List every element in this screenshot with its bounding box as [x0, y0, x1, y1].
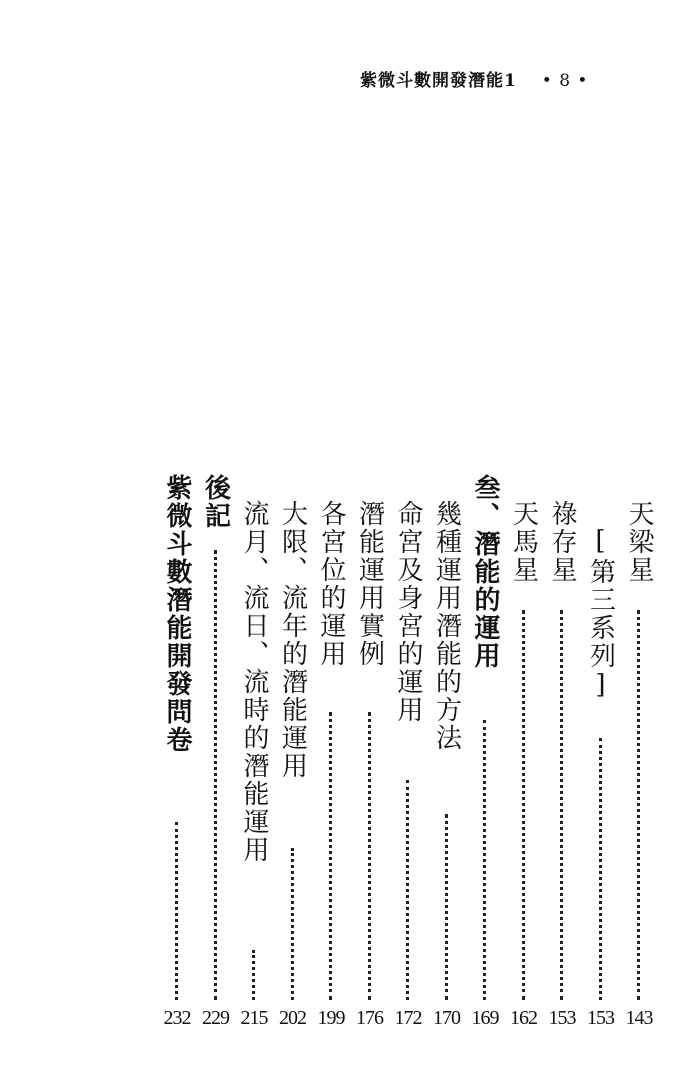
- leader-dots: [329, 712, 336, 1000]
- toc-entry-page: 176: [356, 1007, 383, 1029]
- toc-entry-page: 170: [433, 1007, 460, 1029]
- toc-entry-title: 天梁星: [624, 500, 654, 584]
- toc-entry-page: 232: [163, 1007, 191, 1029]
- toc-entry[interactable]: [314, 470, 348, 1030]
- toc-entry-title: 祿存星: [547, 500, 577, 584]
- leader-dots: [291, 848, 298, 1000]
- toc-entry[interactable]: [622, 470, 656, 1030]
- toc-entry-page: 169: [471, 1007, 499, 1029]
- leader-dots: [252, 950, 259, 1000]
- toc-entry-title: 潛能運用實例: [354, 500, 385, 668]
- toc-entry-title: 天馬星: [508, 500, 539, 584]
- toc-entry-title: 幾種運用潛能的方法: [431, 500, 462, 752]
- toc-entry-page: 143: [625, 1007, 653, 1029]
- leader-dots: [599, 738, 606, 1000]
- leader-dots: [368, 712, 375, 1000]
- running-header: [360, 66, 588, 91]
- toc-entry-title: 後記: [200, 474, 231, 530]
- leader-dots: [560, 610, 567, 1000]
- toc-entry[interactable]: [545, 470, 579, 1030]
- toc-entry[interactable]: [353, 470, 387, 1030]
- toc-entry-page: 215: [240, 1007, 268, 1029]
- leader-dots: [445, 814, 452, 1000]
- table-of-contents: [100, 470, 654, 1030]
- toc-entry-page: 153: [587, 1007, 614, 1029]
- leader-dots: [522, 610, 529, 1000]
- toc-entry-page: 162: [510, 1007, 537, 1029]
- toc-entry[interactable]: [237, 470, 271, 1030]
- toc-entry[interactable]: [199, 470, 233, 1030]
- toc-entry[interactable]: [160, 470, 194, 1030]
- leader-dots: [406, 780, 413, 1000]
- toc-entry-title: 紫微斗數潛能開發問卷: [162, 474, 192, 754]
- toc-entry[interactable]: [468, 470, 502, 1030]
- page-number: • 8 •: [541, 71, 589, 91]
- toc-entry-page: 153: [548, 1007, 576, 1029]
- toc-entry-title: 命宮及身宮的運用: [393, 500, 423, 724]
- toc-entry-page: 172: [394, 1007, 422, 1029]
- toc-entry-title: 叁、潛能的運用: [470, 474, 500, 670]
- leader-dots: [214, 550, 221, 1000]
- toc-entry[interactable]: [507, 470, 541, 1030]
- toc-entry-page: 199: [317, 1007, 345, 1029]
- leader-dots: [175, 822, 182, 1000]
- toc-entry-page: 202: [279, 1007, 306, 1029]
- toc-entry[interactable]: [276, 470, 310, 1030]
- toc-entry-title: [第三系列]: [585, 526, 616, 702]
- leader-dots: [483, 720, 490, 1000]
- toc-entry-title: 流月、流日、流時的潛能運用: [239, 500, 269, 864]
- leader-dots: [637, 610, 644, 1000]
- toc-entry-title: 各宮位的運用: [316, 500, 346, 668]
- toc-entry[interactable]: [584, 470, 618, 1030]
- toc-entry[interactable]: [430, 470, 464, 1030]
- toc-entry[interactable]: [391, 470, 425, 1030]
- toc-entry-title: 大限、流年的潛能運用: [277, 500, 308, 780]
- book-title: 紫微斗數開發潛能1: [360, 71, 517, 91]
- toc-entry-page: 229: [202, 1007, 229, 1029]
